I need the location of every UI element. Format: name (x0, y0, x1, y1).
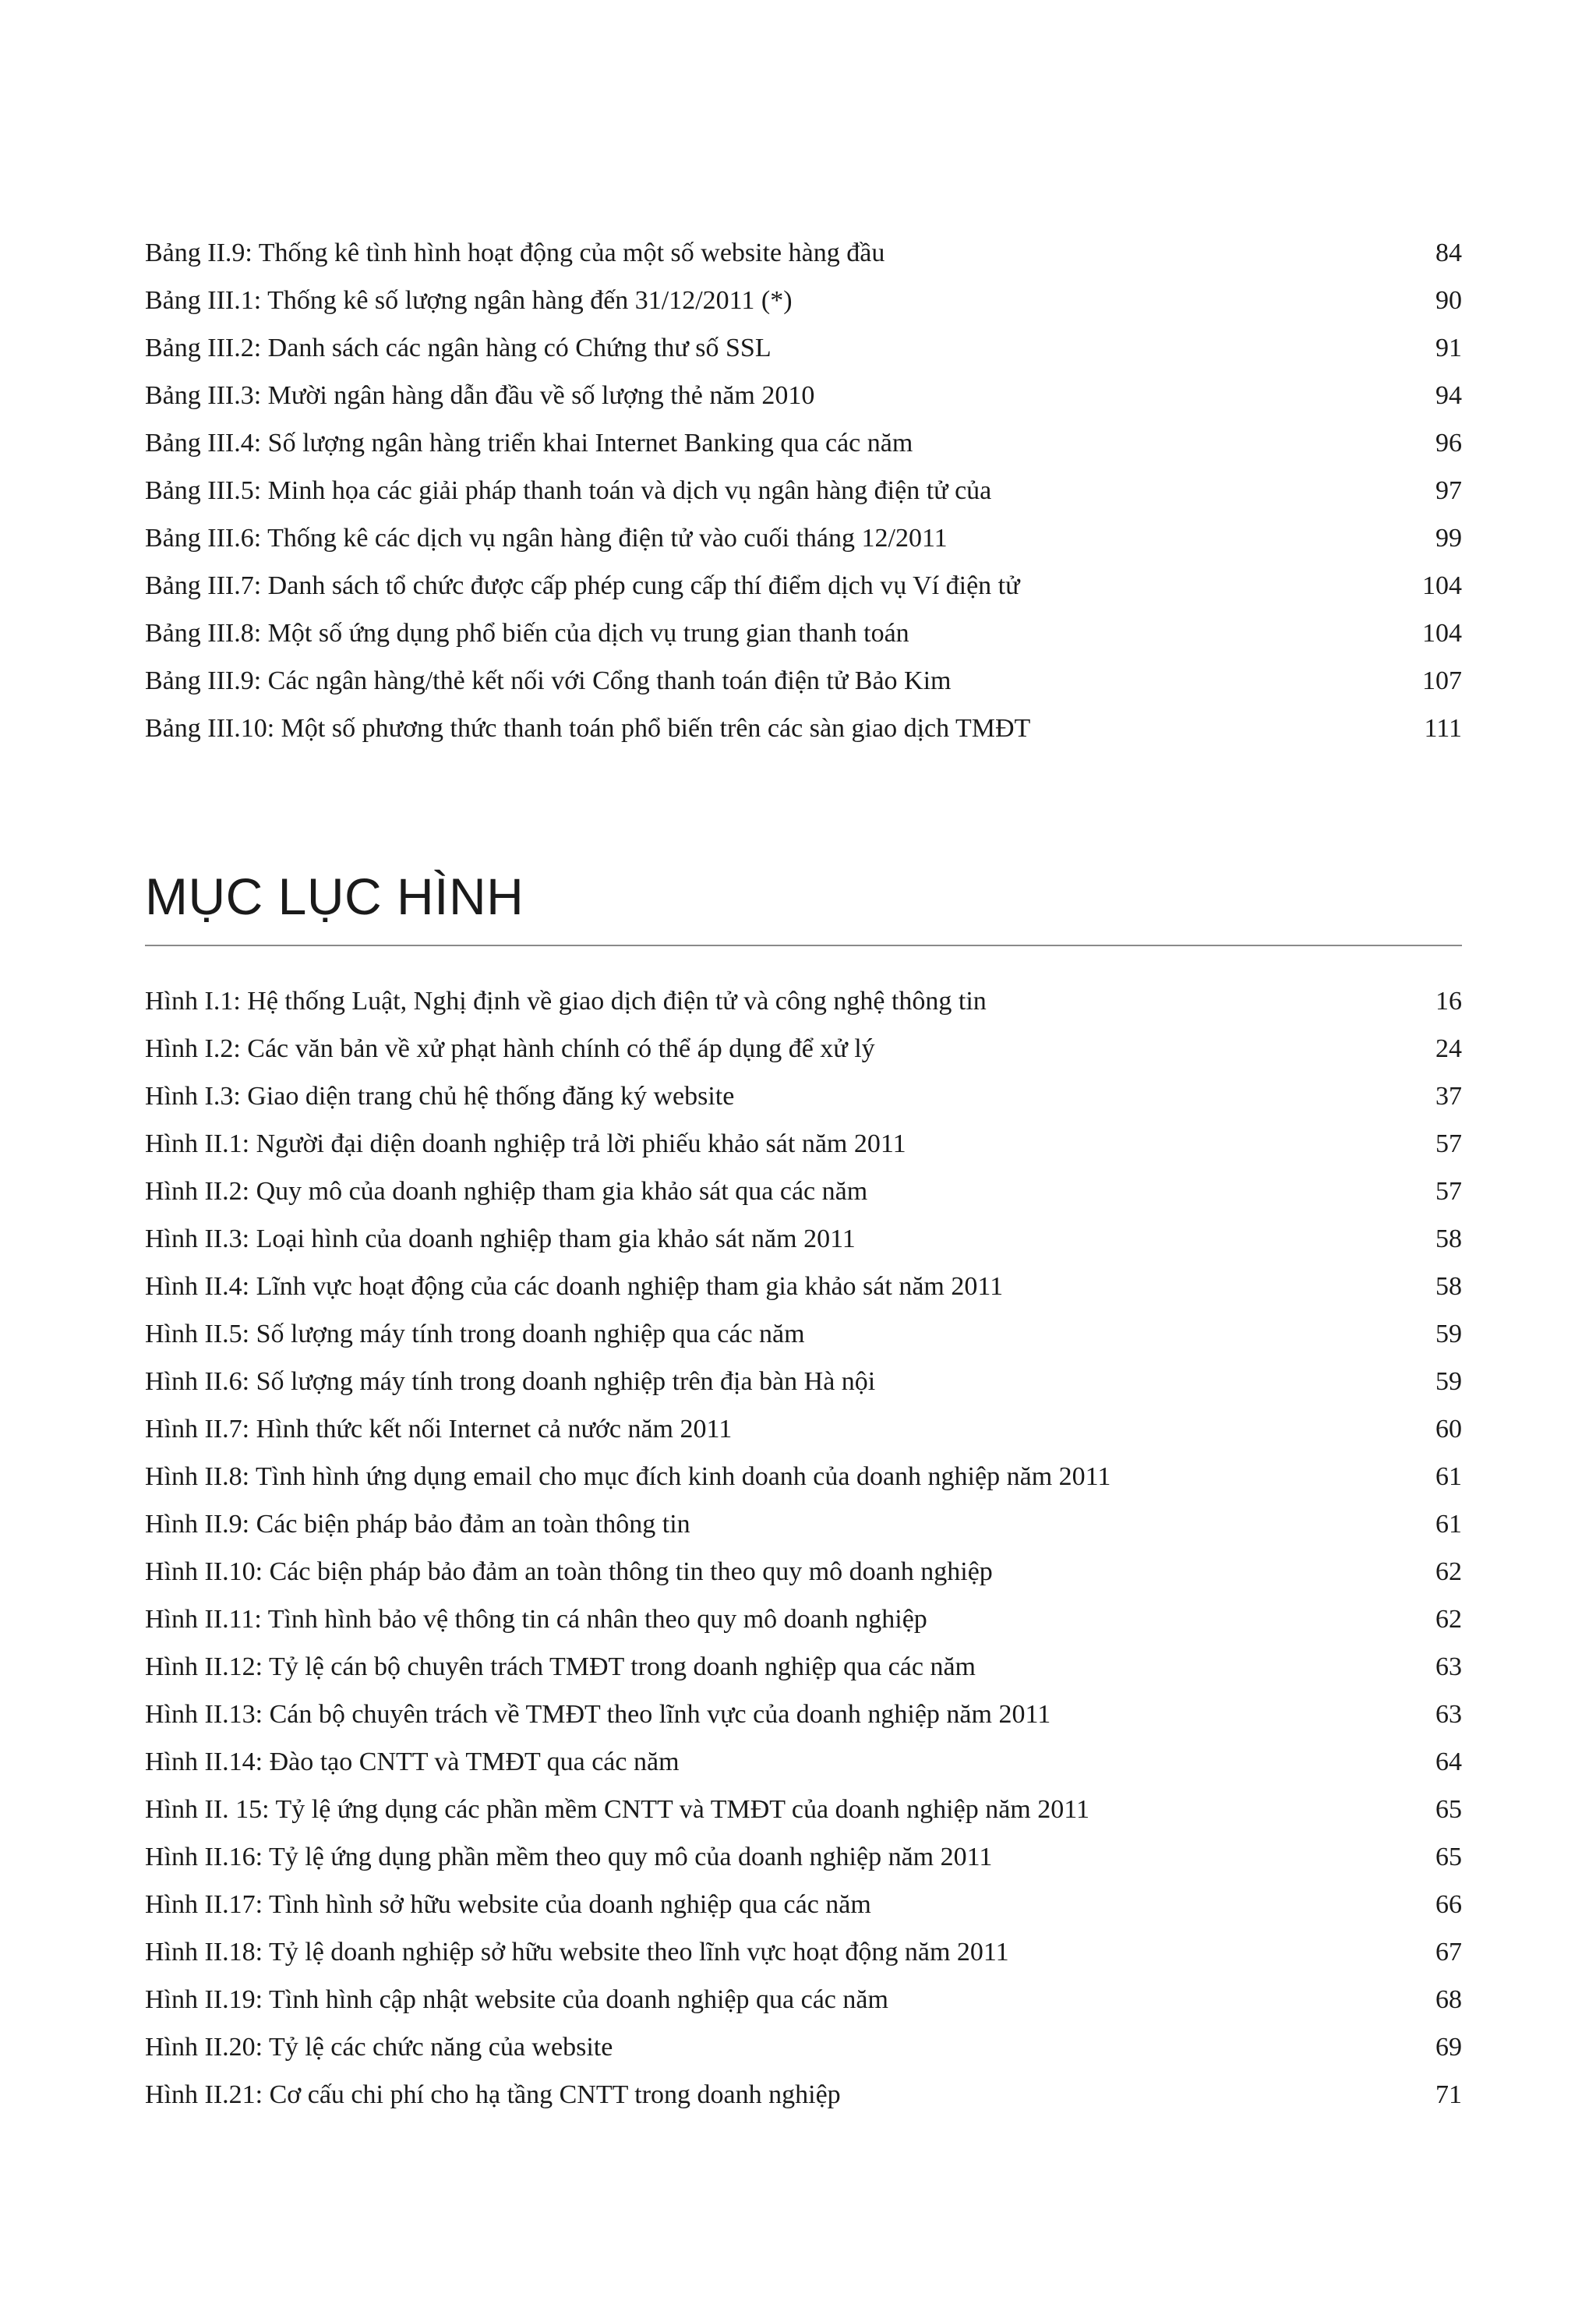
entry-label: Hình II.12: Tỷ lệ cán bộ chuyên trách TMĐT trong doanh nghiệp qua các năm (145, 1652, 976, 1681)
figure-list-entry (145, 1224, 1462, 1271)
figure-list-entry (145, 1509, 1462, 1557)
entry-page-number: 69 (1435, 2033, 1462, 2062)
entry-page-number: 71 (1435, 2080, 1462, 2109)
entry-page-number: 16 (1435, 987, 1462, 1016)
entry-label: Hình II.7: Hình thức kết nối Internet cả nước năm 2011 (145, 1415, 733, 1444)
entry-label: Bảng III.6: Thống kê các dịch vụ ngân hàng điện tử vào cuối tháng 12/2011 (145, 524, 948, 553)
entry-page-number: 111 (1424, 714, 1462, 743)
table-list-entry (145, 380, 1462, 428)
entry-page-number: 37 (1435, 1082, 1462, 1111)
entry-page-number: 59 (1435, 1320, 1462, 1348)
figure-list-entry (145, 1034, 1462, 1081)
figure-list (145, 986, 1462, 2127)
figure-list-entry (145, 1319, 1462, 1366)
entry-label: Hình II.14: Đào tạo CNTT và TMĐT qua các năm (145, 1747, 680, 1776)
entry-label: Hình II.5: Số lượng máy tính trong doanh nghiệp qua các năm (145, 1320, 805, 1348)
entry-label: Hình II. 15: Tỷ lệ ứng dụng các phần mềm CNTT và TMĐT của doanh nghiệp năm 2011 (145, 1795, 1089, 1824)
figure-list-entry (145, 1842, 1462, 1889)
entry-page-number: 107 (1422, 666, 1462, 695)
entry-label: Hình II.2: Quy mô của doanh nghiệp tham gia khảo sát qua các năm (145, 1177, 868, 1206)
figure-list-entry (145, 1747, 1462, 1794)
figure-list-entry (145, 1414, 1462, 1461)
entry-label: Hình II.3: Loại hình của doanh nghiệp tham gia khảo sát năm 2011 (145, 1224, 856, 1253)
entry-label: Hình II.11: Tình hình bảo vệ thông tin cá nhân theo quy mô doanh nghiệp (145, 1605, 927, 1634)
figure-list-entry (145, 1366, 1462, 1414)
entry-label: Hình II.10: Các biện pháp bảo đảm an toàn thông tin theo quy mô doanh nghiệp (145, 1557, 993, 1586)
entry-label: Hình II.16: Tỷ lệ ứng dụng phần mềm theo quy mô của doanh nghiệp năm 2011 (145, 1843, 993, 1871)
entry-page-number: 99 (1435, 524, 1462, 553)
entry-label: Hình II.8: Tình hình ứng dụng email cho mục đích kinh doanh của doanh nghiệp năm 2011 (145, 1462, 1111, 1491)
entry-label: Bảng III.9: Các ngân hàng/thẻ kết nối với Cổng thanh toán điện tử Bảo Kim (145, 666, 952, 695)
entry-page-number: 62 (1435, 1557, 1462, 1586)
entry-page-number: 63 (1435, 1652, 1462, 1681)
entry-label: Hình I.3: Giao diện trang chủ hệ thống đăng ký website (145, 1082, 735, 1111)
entry-page-number: 60 (1435, 1415, 1462, 1444)
entry-page-number: 24 (1435, 1034, 1462, 1063)
figure-list-entry (145, 1984, 1462, 2032)
entry-page-number: 97 (1435, 476, 1462, 505)
entry-label: Hình II.19: Tình hình cập nhật website của doanh nghiệp qua các năm (145, 1985, 888, 2014)
entry-page-number: 84 (1435, 239, 1462, 267)
entry-page-number: 58 (1435, 1272, 1462, 1301)
table-list-entry (145, 238, 1462, 285)
figure-list-entry (145, 1937, 1462, 1984)
figure-list-entry (145, 1176, 1462, 1224)
entry-label: Hình II.13: Cán bộ chuyên trách về TMĐT theo lĩnh vực của doanh nghiệp năm 2011 (145, 1700, 1051, 1729)
entry-label: Hình II.18: Tỷ lệ doanh nghiệp sở hữu website theo lĩnh vực hoạt động năm 2011 (145, 1938, 1009, 1967)
table-list-entry (145, 475, 1462, 523)
entry-page-number: 57 (1435, 1177, 1462, 1206)
figure-list-entry (145, 1699, 1462, 1747)
entry-page-number: 61 (1435, 1462, 1462, 1491)
entry-page-number: 58 (1435, 1224, 1462, 1253)
entry-label: Bảng II.9: Thống kê tình hình hoạt động của một số website hàng đầu (145, 239, 885, 267)
table-list-entry (145, 333, 1462, 380)
entry-label: Hình I.1: Hệ thống Luật, Nghị định về giao dịch điện tử và công nghệ thông tin (145, 987, 987, 1016)
entry-page-number: 62 (1435, 1605, 1462, 1634)
entry-page-number: 91 (1435, 334, 1462, 362)
table-list-entry (145, 571, 1462, 618)
entry-label: Bảng III.10: Một số phương thức thanh toán phổ biến trên các sàn giao dịch TMĐT (145, 714, 1031, 743)
entry-label: Bảng III.2: Danh sách các ngân hàng có Chứng thư số SSL (145, 334, 772, 362)
figure-list-entry (145, 1889, 1462, 1937)
entry-page-number: 65 (1435, 1795, 1462, 1824)
figure-list-entry (145, 2032, 1462, 2080)
entry-page-number: 59 (1435, 1367, 1462, 1396)
entry-page-number: 67 (1435, 1938, 1462, 1967)
figure-list-entry (145, 1652, 1462, 1699)
figure-list-entry (145, 1794, 1462, 1842)
table-list-entry (145, 428, 1462, 475)
entry-label: Bảng III.8: Một số ứng dụng phổ biến của dịch vụ trung gian thanh toán (145, 619, 909, 648)
entry-page-number: 96 (1435, 429, 1462, 458)
entry-label: Hình II.6: Số lượng máy tính trong doanh nghiệp trên địa bàn Hà nội (145, 1367, 876, 1396)
entry-label: Bảng III.5: Minh họa các giải pháp thanh toán và dịch vụ ngân hàng điện tử của (145, 476, 992, 505)
table-list-entry (145, 285, 1462, 333)
entry-page-number: 64 (1435, 1747, 1462, 1776)
figure-list-entry (145, 1557, 1462, 1604)
entry-page-number: 94 (1435, 381, 1462, 410)
entry-page-number: 68 (1435, 1985, 1462, 2014)
entry-label: Bảng III.3: Mười ngân hàng dẫn đầu về số lượng thẻ năm 2010 (145, 381, 815, 410)
entry-page-number: 63 (1435, 1700, 1462, 1729)
entry-label: Hình I.2: Các văn bản về xử phạt hành chính có thể áp dụng để xử lý (145, 1034, 875, 1063)
entry-label: Hình II.4: Lĩnh vực hoạt động của các doanh nghiệp tham gia khảo sát năm 2011 (145, 1272, 1004, 1301)
entry-label: Bảng III.7: Danh sách tổ chức được cấp phép cung cấp thí điểm dịch vụ Ví điện tử (145, 571, 1020, 600)
figure-list-entry (145, 1081, 1462, 1129)
figure-list-entry (145, 1129, 1462, 1176)
entry-page-number: 90 (1435, 286, 1462, 315)
table-list-entry (145, 713, 1462, 761)
entry-label: Hình II.9: Các biện pháp bảo đảm an toàn thông tin (145, 1510, 690, 1539)
entry-label: Hình II.1: Người đại diện doanh nghiệp trả lời phiếu khảo sát năm 2011 (145, 1129, 906, 1158)
entry-page-number: 104 (1422, 619, 1462, 648)
figure-list-entry (145, 2080, 1462, 2127)
entry-page-number: 104 (1422, 571, 1462, 600)
table-list (145, 238, 1462, 761)
table-list-entry (145, 666, 1462, 713)
entry-label: Hình II.20: Tỷ lệ các chức năng của website (145, 2033, 613, 2062)
figures-section-heading: MỤC LỤC HÌNH (145, 865, 1462, 946)
table-list-entry (145, 523, 1462, 571)
entry-label: Hình II.17: Tình hình sở hữu website của doanh nghiệp qua các năm (145, 1890, 871, 1919)
entry-label: Hình II.21: Cơ cấu chi phí cho hạ tầng CNTT trong doanh nghiệp (145, 2080, 841, 2109)
entry-page-number: 66 (1435, 1890, 1462, 1919)
table-list-entry (145, 618, 1462, 666)
figure-list-entry (145, 1604, 1462, 1652)
entry-page-number: 57 (1435, 1129, 1462, 1158)
entry-label: Bảng III.1: Thống kê số lượng ngân hàng đến 31/12/2011 (*) (145, 286, 793, 315)
entry-page-number: 61 (1435, 1510, 1462, 1539)
entry-page-number: 65 (1435, 1843, 1462, 1871)
figure-list-entry (145, 986, 1462, 1034)
figure-list-entry (145, 1461, 1462, 1509)
figure-list-entry (145, 1271, 1462, 1319)
entry-label: Bảng III.4: Số lượng ngân hàng triển khai Internet Banking qua các năm (145, 429, 913, 458)
